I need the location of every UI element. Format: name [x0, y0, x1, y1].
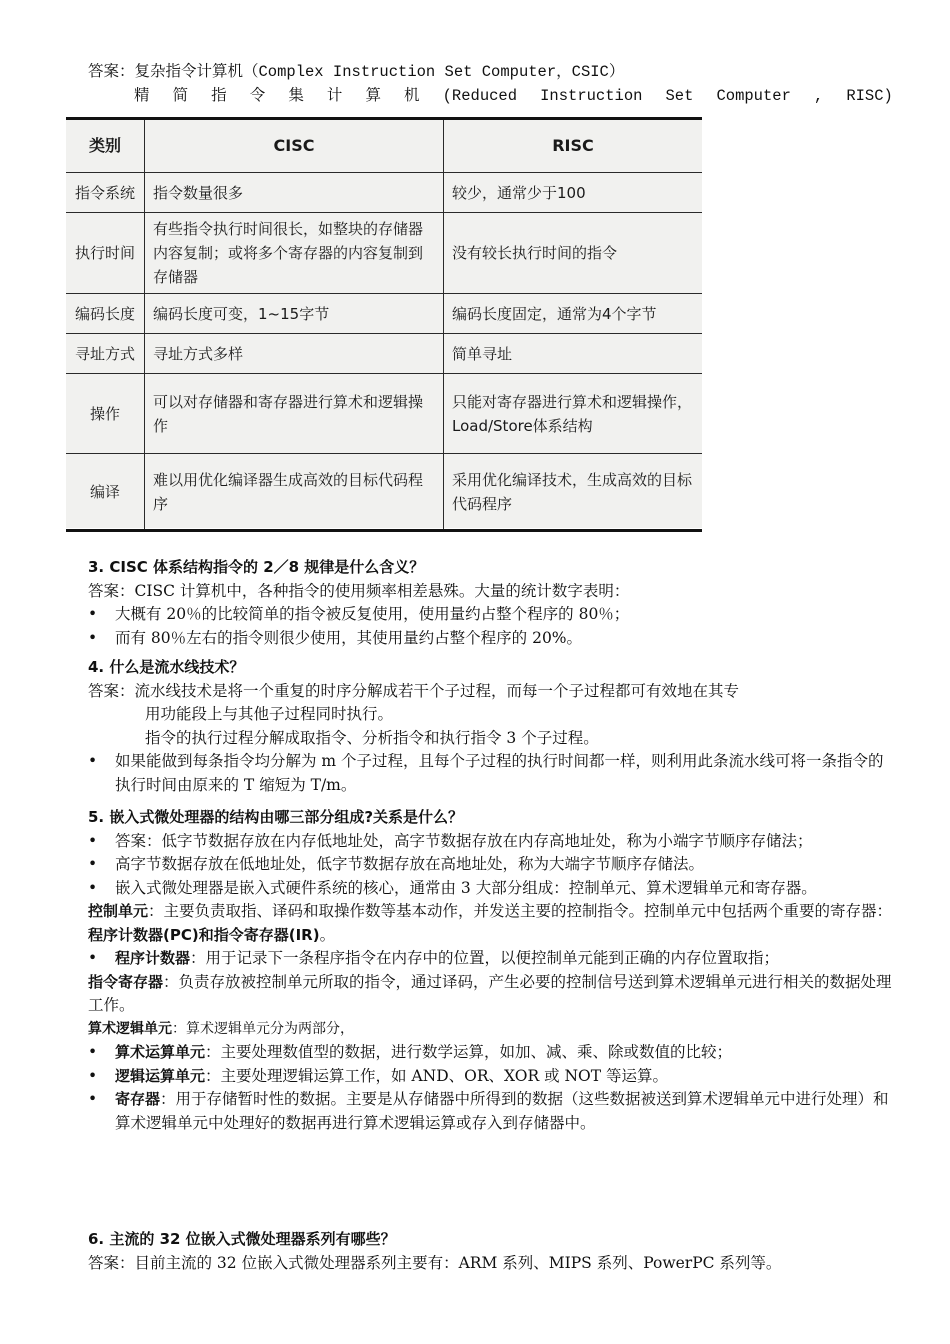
alu-item-text: ：主要处理数值型的数据，进行数学运算，如加、减、乘、除或数值的比较； [205, 1043, 733, 1061]
answer-text: 指令的执行过程分解成取指令、分析指令和执行指令 3 个子过程。 [145, 728, 599, 747]
question-title: 6. 主流的 32 位嵌入式微处理器系列有哪些？ [88, 1230, 396, 1248]
pc-text: ：用于记录下一条程序指令在内存中的位置，以便控制单元能到正确的内存位置取指； [190, 949, 780, 967]
alu-label: 算术逻辑单元 [88, 1020, 172, 1037]
risc-word: RISC) [846, 87, 893, 105]
cisc-cell: 可以对存储器和寄存器进行算术和逻辑操作 [145, 374, 444, 454]
bullet-item: • 而有 80％左右的指令则很少使用，其使用量约占整个程序的 20%。 [88, 627, 898, 651]
risc-word: 指 [211, 87, 227, 105]
alu-item-text: ：用于存储暂时性的数据。主要是从存储器中所得到的数据（这些数据被送到算术逻辑单元中进行处理）和算术逻辑单元中处理好的数据再进行算术逻辑运算或存入到存储器中。 [115, 1090, 889, 1132]
answer-text: 答案：CISC 计算机中，各种指令的使用频率相差悬殊。大量的统计数字表明： [88, 581, 630, 600]
section-q5 [88, 806, 898, 1135]
table-row [66, 374, 702, 454]
risc-word: 精 [134, 87, 150, 105]
risc-cell: 编码长度固定，通常为4个字节 [444, 294, 703, 334]
risc-cell: 没有较长执行时间的指令 [444, 213, 703, 294]
bullet-item [88, 1088, 898, 1135]
cisc-cell: 编码长度可变，1~15字节 [145, 294, 444, 334]
row-label: 寻址方式 [66, 334, 145, 374]
risc-cell: 较少，通常少于100 [444, 173, 703, 213]
cisc-risc-comparison-table [66, 117, 702, 528]
table-row [66, 294, 702, 334]
risc-word: Instruction [540, 87, 643, 105]
control-unit-end: 。 [319, 925, 336, 944]
control-unit-text: ：主要负责取指、译码和取操作数等基本动作，并发送主要的控制指令。控制单元中包括两个重要的寄存器： [148, 902, 893, 920]
alu-item-text: ：主要处理逻辑运算工作，如 AND、OR、XOR 或 NOT 等运算。 [205, 1066, 669, 1085]
risc-word: Set [665, 87, 694, 105]
row-label: 操作 [66, 374, 145, 454]
row-label: 执行时间 [66, 213, 145, 294]
risc-cell: 简单寻址 [444, 334, 703, 374]
control-unit-registers: 程序计数器(PC)和指令寄存器(IR) [88, 925, 320, 944]
alu-item-label: 逻辑运算单元 [115, 1066, 206, 1085]
risc-word: 计 [326, 87, 343, 105]
table-row [66, 173, 702, 213]
control-unit-paragraph [88, 900, 898, 947]
row-label: 指令系统 [66, 173, 145, 213]
risc-word: 简 [172, 87, 189, 105]
risc-word: 机 [404, 87, 420, 105]
risc-word: Computer [716, 87, 791, 105]
alu-text: ：算术逻辑单元分为两部分， [172, 1020, 354, 1037]
pc-label: 程序计数器 [115, 949, 191, 967]
question-title: 4. 什么是流水线技术？ [88, 658, 245, 676]
risc-word: 集 [288, 87, 304, 105]
risc-word: 算 [365, 87, 381, 105]
cisc-cell: 寻址方式多样 [145, 334, 444, 374]
bullet-item: • 答案：低字节数据存放在内存低地址处，高字节数据存放在内存高地址处，称为小端字节顺序存储法； [88, 830, 898, 854]
ir-text: ：负责存放被控制单元所取的指令，通过译码，产生必要的控制信号送到算术逻辑单元进行相关的数据处理工作。 [88, 972, 892, 1014]
table-row [66, 454, 702, 531]
risc-word: , [813, 87, 824, 105]
bullet-item: • 如果能做到每条指令均分解为 m 个子过程，且每个子过程的执行时间都一样，则利用此条流水线可将一条指令的执行时间由原来的 T 缩短为 T/m。 [88, 750, 898, 797]
table-header-row [66, 119, 702, 173]
answer-text: 用功能段上与其他子过程同时执行。 [145, 705, 394, 723]
answer-line-risc [88, 85, 893, 107]
ir-paragraph [88, 971, 898, 1018]
cisc-cell: 指令数量很多 [145, 173, 444, 213]
risc-word: 令 [249, 87, 266, 105]
risc-cell: 采用优化编译技术，生成高效的目标代码程序 [444, 454, 703, 531]
bullet-item: • 高字节数据存放在低地址处，低字节数据存放在高地址处，称为大端字节顺序存储法。 [88, 853, 898, 877]
answer-text: 答案：流水线技术是将一个重复的时序分解成若干个子过程，而每一个子过程都可有效地在其专 [88, 681, 740, 700]
header-risc: RISC [444, 119, 703, 173]
risc-word: (Reduced [442, 87, 518, 105]
bullet-item [88, 1065, 898, 1089]
row-label: 编译 [66, 454, 145, 531]
alu-item-label: 寄存器 [115, 1090, 161, 1108]
control-unit-label: 控制单元 [88, 902, 149, 920]
section-q3 [88, 556, 898, 650]
section-q6 [88, 1228, 898, 1275]
table-row [66, 334, 702, 374]
bullet-item [88, 947, 898, 971]
cisc-cell: 难以用优化编译器生成高效的目标代码程序 [145, 454, 444, 531]
ir-label: 指令寄存器 [88, 972, 164, 991]
section-q4 [88, 656, 898, 797]
bullet-item [88, 1041, 898, 1065]
question-title: 3. CISC 体系结构指令的 2／8 规律是什么含义？ [88, 558, 425, 576]
question-title: 5. 嵌入式微处理器的结构由哪三部分组成?关系是什么？ [88, 808, 464, 826]
header-cisc: CISC [145, 119, 444, 173]
answer-line-cisc: 答案：复杂指令计算机（Complex Instruction Set Computer，CSIC） [88, 63, 625, 81]
risc-cell: 只能对寄存器进行算术和逻辑操作，Load/Store体系结构 [444, 374, 703, 454]
header-category: 类别 [66, 119, 145, 173]
cisc-cell: 有些指令执行时间很长，如整块的存储器内容复制；或将多个寄存器的内容复制到存储器 [145, 213, 444, 294]
bullet-item: • 嵌入式微处理器是嵌入式硬件系统的核心，通常由 3 大部分组成：控制单元、算术逻辑单元和寄存器。 [88, 877, 898, 901]
answer-text: 答案：目前主流的 32 位嵌入式微处理器系列主要有：ARM 系列、MIPS 系列、PowerPC 系列等。 [88, 1253, 782, 1272]
table-row [66, 213, 702, 294]
alu-paragraph [88, 1018, 898, 1042]
alu-item-label: 算术运算单元 [115, 1043, 206, 1061]
row-label: 编码长度 [66, 294, 145, 334]
bullet-item: • 大概有 20％的比较简单的指令被反复使用，使用量约占整个程序的 80％； [88, 603, 898, 627]
